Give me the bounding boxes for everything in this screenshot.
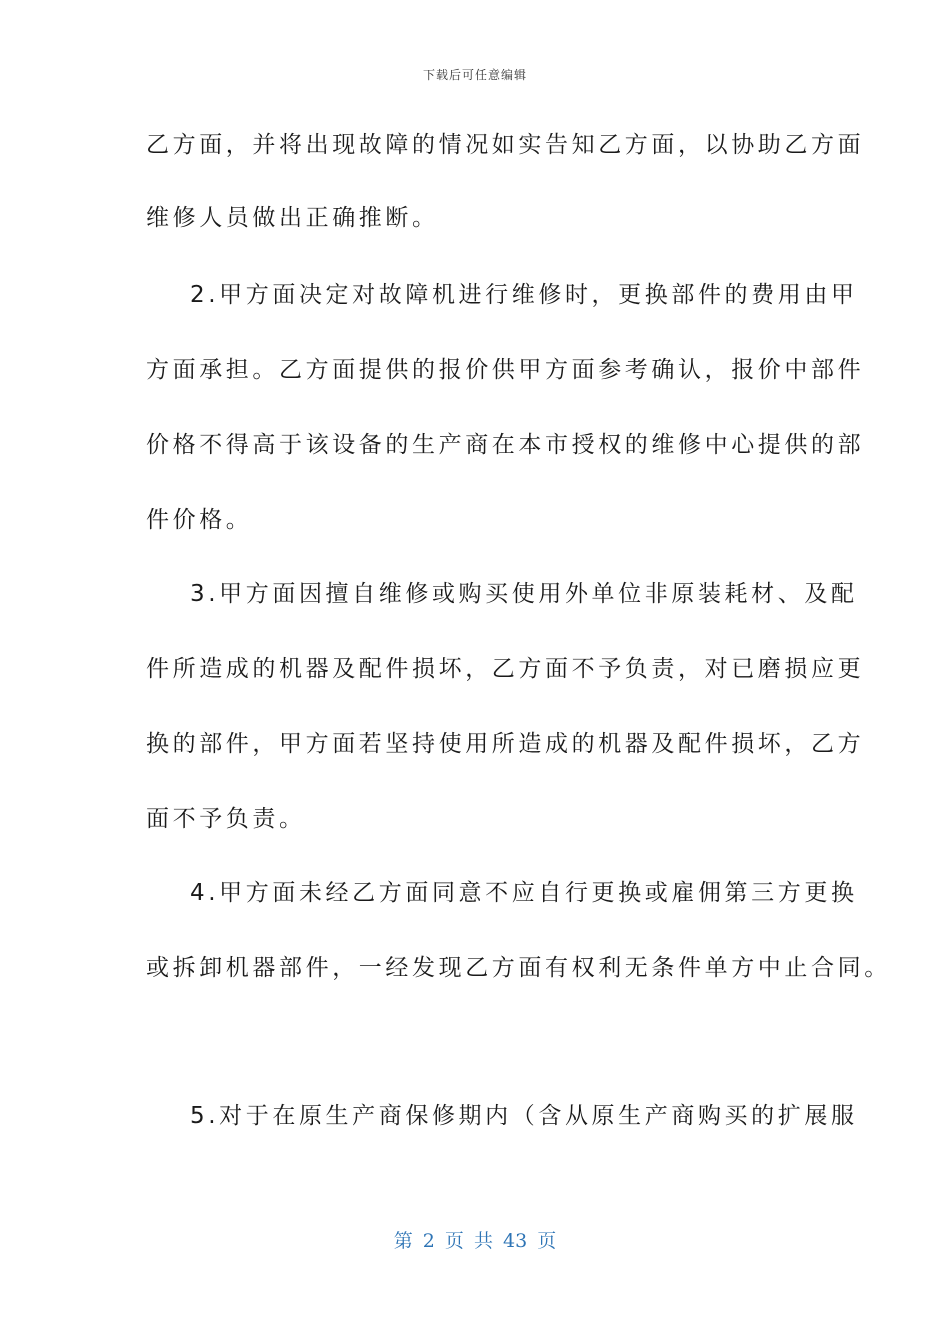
paragraph-3-line-4: 面不予负责。 bbox=[146, 806, 306, 832]
paragraph-3-line-3: 换的部件，甲方面若坚持使用所造成的机器及配件损坏，乙方 bbox=[146, 731, 865, 757]
paragraph-2-line-2: 方面承担。乙方面提供的报价供甲方面参考确认，报价中部件 bbox=[146, 357, 865, 383]
paragraph-3-line-2: 件所造成的机器及配件损坏，乙方面不予负责，对已磨损应更 bbox=[146, 656, 865, 682]
paragraph-2-line-3: 价格不得高于该设备的生产商在本市授权的维修中心提供的部 bbox=[146, 432, 865, 458]
paragraph-2-line-1: 2.甲方面决定对故障机进行维修时，更换部件的费用由甲 bbox=[190, 282, 858, 308]
paragraph-3-line-1: 3.甲方面因擅自维修或购买使用外单位非原装耗材、及配 bbox=[190, 581, 858, 607]
paragraph-5-line-1: 5.对于在原生产商保修期内（含从原生产商购买的扩展服 bbox=[190, 1103, 858, 1129]
paragraph-4-line-2: 或拆卸机器部件，一经发现乙方面有权利无条件单方中止合同。 bbox=[146, 955, 891, 981]
paragraph-2-line-4: 件价格。 bbox=[146, 507, 253, 533]
body-line-2: 维修人员做出正确推断。 bbox=[146, 205, 439, 231]
page-number-footer: 第 2 页 共 43 页 bbox=[393, 1230, 557, 1252]
paragraph-4-line-1: 4.甲方面未经乙方面同意不应自行更换或雇佣第三方更换 bbox=[190, 880, 858, 906]
body-line-1: 乙方面，并将出现故障的情况如实告知乙方面，以协助乙方面 bbox=[146, 132, 865, 158]
page-header: 下载后可任意编辑 bbox=[422, 68, 527, 82]
